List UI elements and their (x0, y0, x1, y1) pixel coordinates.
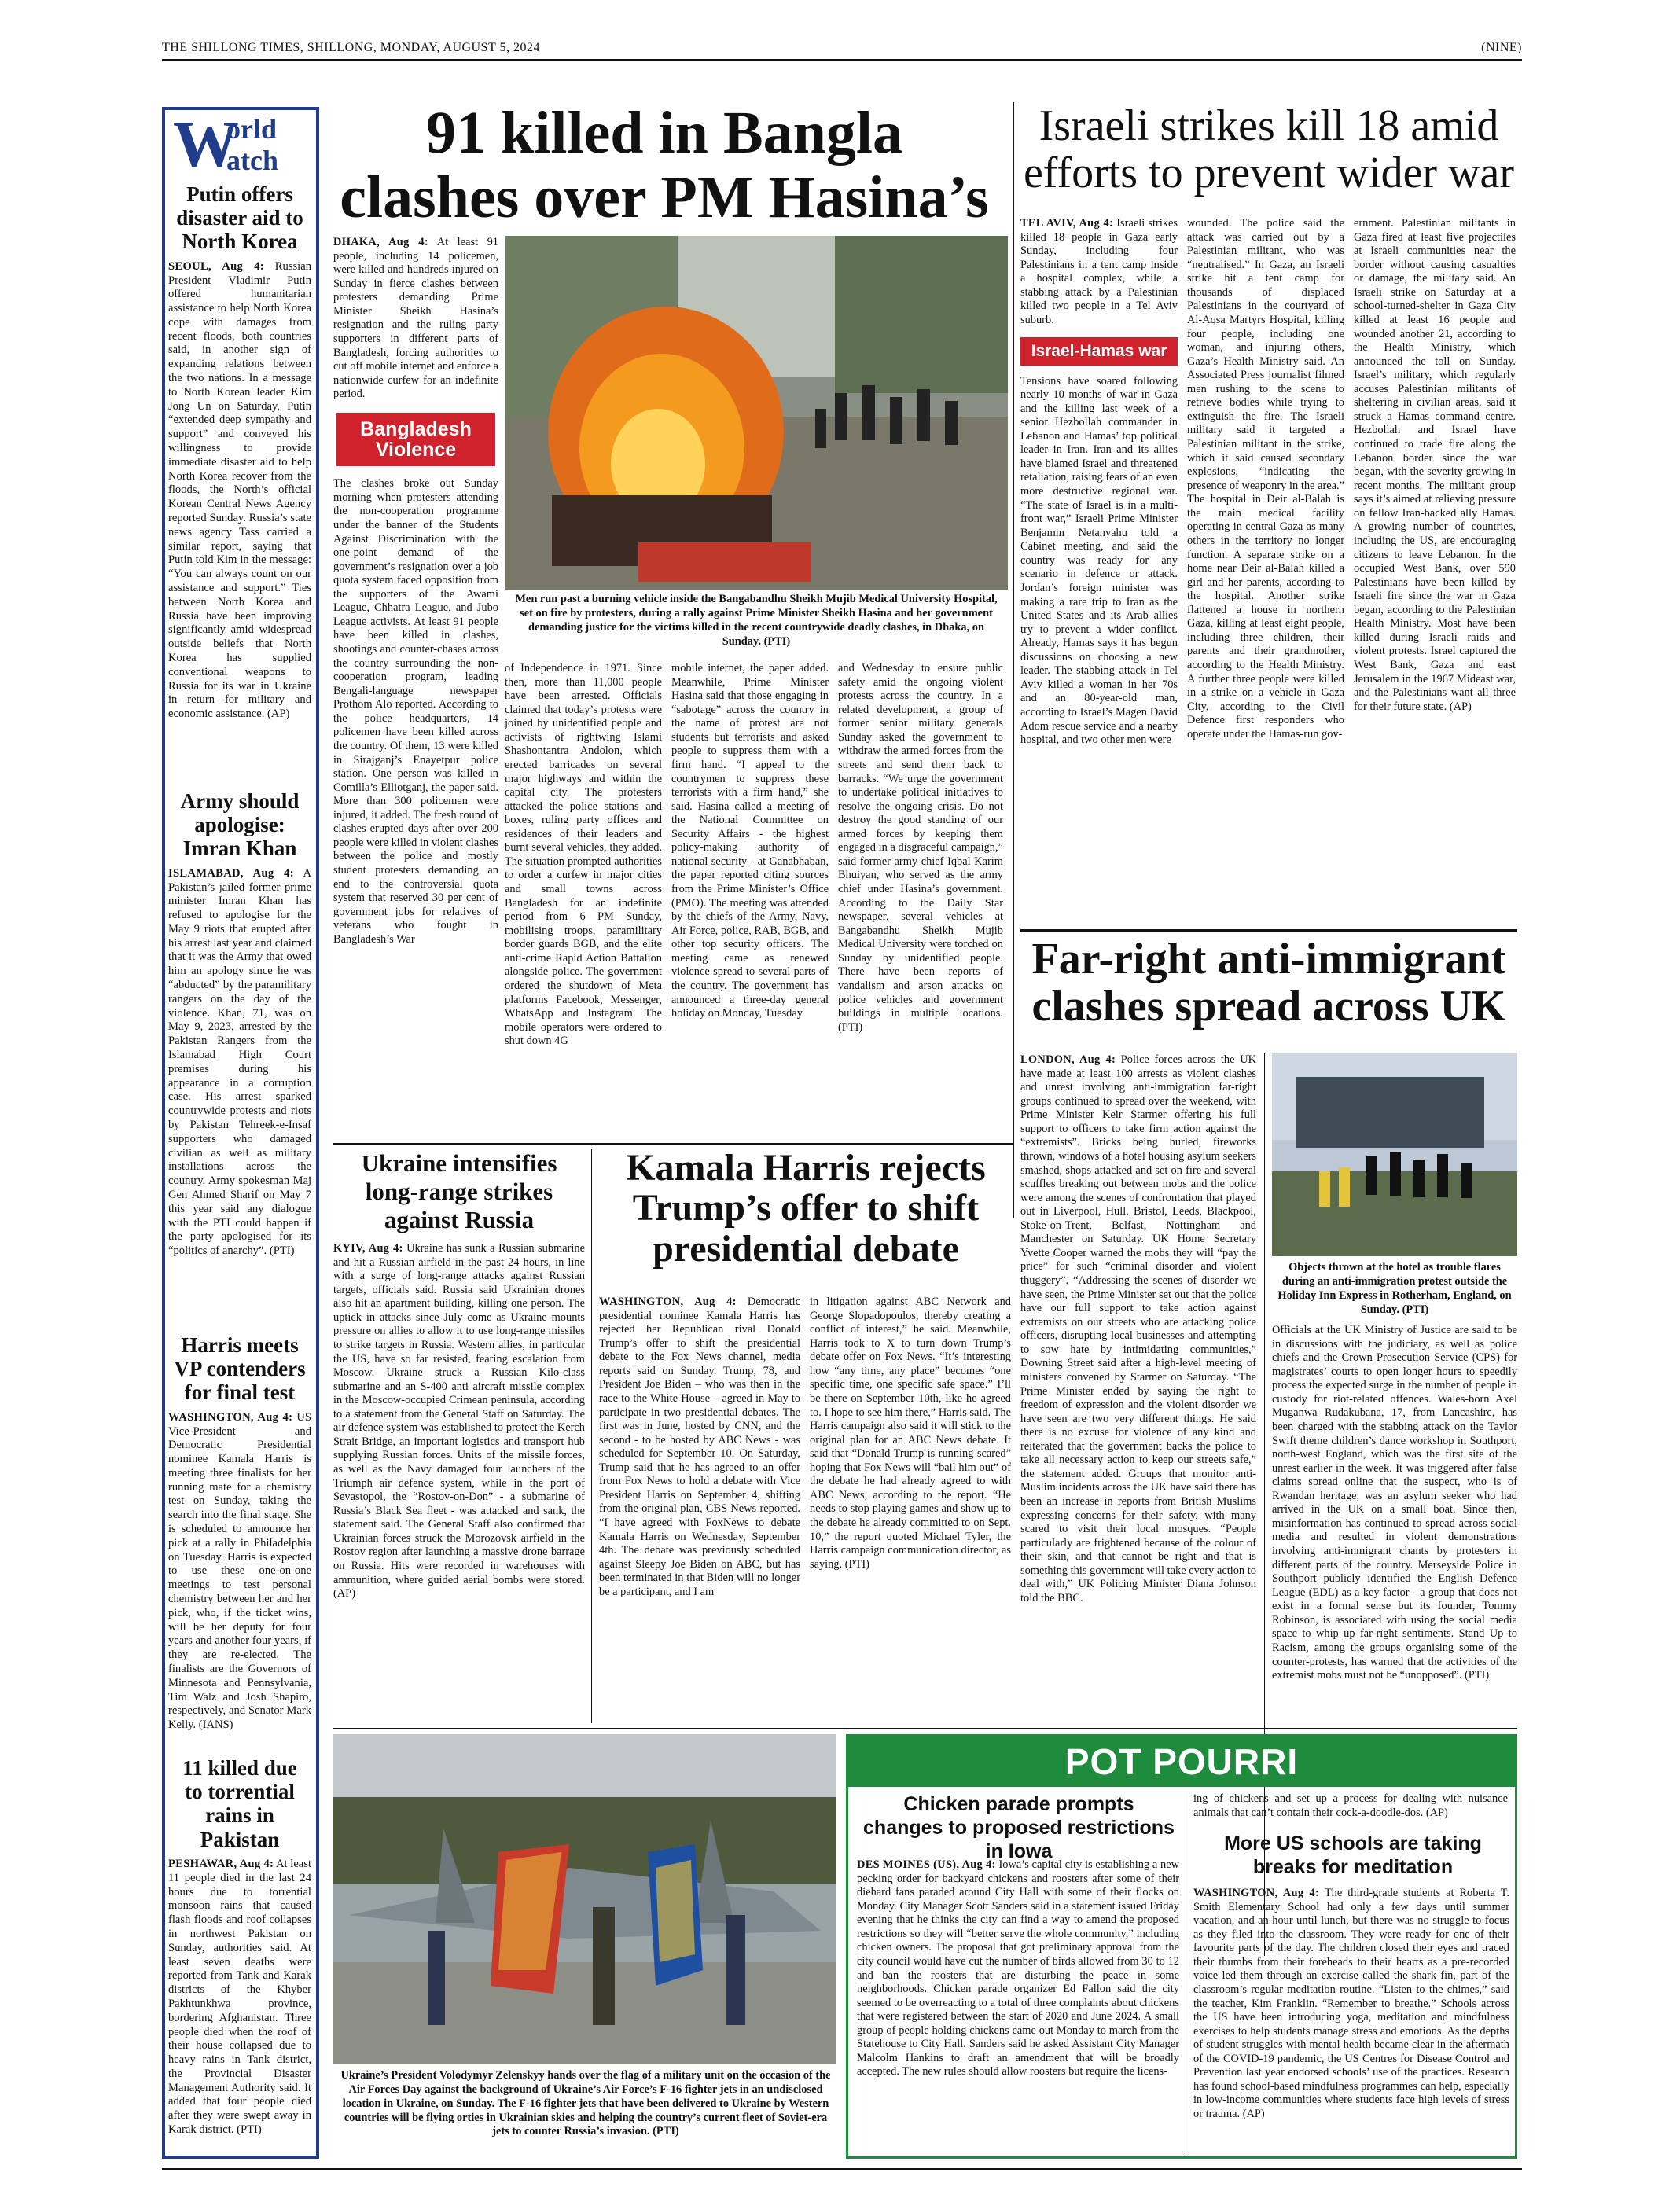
pot-pourri-banner: POT POURRI (848, 1737, 1515, 1787)
pp-meditation-col (1193, 1887, 1509, 2154)
page-bottom-rule (162, 2168, 1522, 2170)
israel-col2 (1187, 217, 1344, 924)
israel-dateline: TEL AVIV, Aug 4: (1020, 217, 1114, 230)
ww-body-imran (168, 867, 311, 1259)
harris-headline: Kamala Harris rejects Trump’s offer to shift presidential debate (626, 1147, 986, 1270)
zelensky-photo-caption: Ukraine’s President Volodymyr Zelenskyy hands over the flag of a military unit on the occasion of the Air Forces Day against the background of Ukraine’s Air Force’s F-16 fighter jets in an undisclosed location in Ukraine, on Sunday. The F-16 fighter jets that have been delivered to Ukraine by Western countries will be flying orties in Ukrainian skies and helping the country’s current fleet of Soviet-era jets to counter Russia’s invasion. (PTI) (340, 2069, 831, 2138)
ww-story-putin (168, 182, 311, 785)
ww-headline-putin: Putin offers disaster aid to North Korea (176, 182, 303, 254)
pp-chicken-text: Iowa’s capital city is establishing a new pecking order for backyard chickens and roosters after some of their diehard fans paraded around City Hall with some of their flocks on Monday. City Manager Scott Sanders said in a statement issued Friday evening that he thinks the city can find a way to amend the proposed restrictions so they will “better serve the whole community,” including chicken owners. The proposal that got preliminary approval from the city council would have cut the number of birds allowed from 30 to 12 and ban the roosters that are disturbing the peace in some neighborhoods. Chicken parade organizer Ed Fallon said the city seemed to be overreacting to a total of three complaints about chickens that were registered between the start of 2020 and June 2024. A small group of people holding chickens came out Monday to march from the Statehouse to City Hall. Sanders said he asked Assistant City Manager Malcolm Hankins to draft an amendment that will be broadly accepted. The new rules should allow roosters but require the licens- (857, 1858, 1179, 2079)
ww-story-imran (168, 789, 311, 1329)
bangla-lead (333, 236, 498, 402)
ww-headline-pakistan-rains: 11 killed due to torrential rains in Pakistan (182, 1756, 297, 1851)
riot-scene-photo (1272, 1053, 1517, 1256)
running-head (162, 35, 1522, 61)
uk-dateline: LONDON, Aug 4: (1020, 1053, 1116, 1066)
bangla-col4-text: and Wednesday to ensure public safety amid the ongoing violent protests across the country. In a related development, a group of former senior military generals Sunday asked the government to withdraw the armed forces from the streets and send them back to barracks. “We urge the government to undertake political initiatives to resolve the ongoing crisis. Do not destroy the good standing of our armed forces by keeping them engaged in a disgraceful campaign,” said former army chief Iqbal Karim Bhuiyan, who served as the army chief under Hasina’s government. According to the Daily Star newspaper, several vehicles at Bangabandhu Sheikh Mujib Medical University were torched on Sunday by unidentified people. There have been reports of vandalism and arson attacks on police vehicles and government buildings in multiple locations. (PTI) (838, 662, 1003, 1034)
ww-dateline-putin: SEOUL, Aug 4: (168, 259, 264, 273)
ukraine-headline: Ukraine intensifies long-range strikes against Russia (361, 1149, 557, 1233)
uk-photo (1272, 1053, 1517, 1256)
world-watch-logo-bottom: atch (226, 145, 278, 176)
israel-lead-text: Israeli strikes killed 18 people in Gaza early Sunday, including four Palestinians in a tent camp inside a hospital complex, while a stabbing attack by a Palestinian killed two people in a Tel Aviv suburb. (1020, 217, 1178, 326)
uk-col1-body (1020, 1053, 1256, 1606)
pp-meditation-body (1193, 1887, 1509, 2122)
ww-story-harris-vp (168, 1333, 311, 1750)
world-watch-logo-w: W (173, 108, 239, 181)
harris-col1 (599, 1296, 800, 1726)
harris-col2-text: in litigation against ABC Network and George Slopadopoulos, thereby creating a conflict of interest,” he said. Meanwhile, Harris took to X to turn down Trump’s debate offer on Fox News. “It’s interesting how “any time, any place” becomes “one specific time, one specific safe space.” I’ll be there on September 10th, like he agreed to. I hope to see him there,” Harris said. The Harris campaign also said it will stick to the original plan for an ABC News debate. It said that “Donald Trump is running scared” hoping that Fox News will “bail him out” of the debate he had already agreed to with ABC News, according to the report. “He needs to stop playing games and show up to the debate he already committed to on Sept. 10,” the report quoted Michael Tyler, the Harris campaign communication director, as saying. (PTI) (810, 1296, 1011, 1571)
ukraine-col (333, 1242, 585, 1726)
ww-dateline-imran: ISLAMABAD, Aug 4: (168, 866, 294, 880)
zelensky-flag-ceremony-photo (333, 1734, 836, 2064)
ww-text-putin: Russian President Vladimir Putin offered humanitarian assistance to help North Korea cope with damages from recent floods, both countries said, in another sign of expanding relations between the two nations. In a message to North Korean leader Kim Jong Un on Saturday, Putin “extended deep sympathy and support” and conveyed his willingness to provide immediate disaster aid to help North Korea recover from the floods, the North’s official Korean Central News Agency reported Sunday. Russia’s state news agency Tass carried a similar report, saying that Putin told Kim in the message: “You can always count on our assistance and support.” Ties between North Korea and Russia have been improving significantly amid widespread outside beliefs that North Korea has supplied conventional weapons to Russia for its war in Ukraine in return for military and economic assistance. (AP) (168, 259, 311, 721)
uk-headline: Far-right anti-immigrant clashes spread across UK (1031, 935, 1506, 1031)
bangla-photo-caption: Men run past a burning vehicle inside the Bangabandhu Sheikh Mujib Medical University Hospital, set on fire by protesters, during a rally against Prime Minister Sheikh Hasina and her government demanding justice for the victims killed in the recent countrywide deadly clashes, in Dhaka, on Sunday. (PTI) (515, 593, 998, 648)
pp-chicken-body (857, 1858, 1179, 2079)
ww-body-pakistan-rains (168, 1858, 311, 2137)
burning-vehicle-photo (505, 236, 1008, 590)
israel-lead (1020, 217, 1178, 328)
ww-text-harris-vp: US Vice-President and Democratic Presidential nominee Kamala Harris is meeting three finalists for her running mate for a chemistry test on Sunday, taking the search into the final stage. She is scheduled to announce her pick at a rally in Philadelphia on Tuesday. Harris is expected to use these one-on-one meetings to test personal chemistry between her and her pick, who, if the ticket wins, will be her deputy for four years and another four years, if they are re-elected. The finalists are the Governors of Minnesota and Pennsylvania, Tim Walz and Josh Shapiro, respectively, and Senator Mark Kelly. (IANS) (168, 1410, 311, 1732)
uk-photo-caption: Objects thrown at the hotel as trouble flares during an anti-immigration protest outside the Holiday Inn Express in Rotherham, England, on Sunday. (PTI) (1277, 1261, 1512, 1316)
lower-divider (333, 1728, 1517, 1729)
bangla-dateline: DHAKA, Aug 4: (333, 236, 428, 248)
ukraine-harris-divider (591, 1149, 592, 1723)
zelensky-photo (333, 1734, 836, 2064)
pp-chicken-continuation (1193, 1792, 1508, 1827)
bangla-col1 (333, 236, 498, 1218)
harris-col2 (810, 1296, 1011, 1726)
ww-headline-harris-vp: Harris meets VP contenders for final test (174, 1333, 306, 1405)
bangla-col3-text: mobile internet, the paper added. Meanwhile, Prime Minister Hasina said that those engaging in “sabotage” across the country in the name of protest are not students but terrorists and asked people to suppress them with a firm hand. “I appeal to the countrymen to suppress these terrorists with a firm hand,” she said. Hasina called a meeting of the National Committee on Security Affairs - the highest policy-making authority of national security - at Ganabhaban, the paper reported citing sources from the Prime Minister’s Office (PMO). The meeting was attended by the chiefs of the Army, Navy, Air Force, police, RAB, BGB, and other top security officers. The meeting came as renewed violence spread to several parts of the country. The government has announced a three-day general holiday on Monday, Tuesday (671, 662, 829, 1020)
israel-headline: Israeli strikes kill 18 amid efforts to prevent wider war (1023, 101, 1515, 198)
bangla-col3 (671, 662, 829, 1218)
world-watch-logo (171, 108, 311, 181)
bangla-lead-text: At least 91 people, including 14 policemen, were killed and hundreds injured on Sunday in fierce clashes between protesters demanding Prime Minister Sheikh Hasina’s resignation and the ruling party supporters in different parts of Bangladesh, forcing authorities to cut off mobile internet and enforce a nationwide curfew for an indefinite period. (333, 236, 498, 401)
harris-col1-body (599, 1296, 800, 1599)
harris-col1-text: Democratic presidential nominee Kamala Harris has rejected her Republican rival Donald Trump’s offer to shift the presidential debate to the Fox News channel, media reports said on Sunday. Trump, 78, and President Joe Biden – who was then in the race to the White House – agreed in May to participate in two presidential debates. The first was in June, hosted by CNN, and the second - to be hosted by ABC News - was scheduled for September 10. On Saturday, Trump said that he has agreed to an offer from Fox News to hold a debate with Vice President Harris on September 4, shifting from the original plan, CBS News reported. “I have agreed with FoxNews to debate Kamala Harris on Wednesday, September 4th. The debate was previously scheduled against Sleepy Joe Biden on ABC, but has been terminated in that Biden will no longer be a participant, and I am (599, 1296, 800, 1598)
ukraine-dateline: KYIV, Aug 4: (333, 1242, 403, 1255)
ww-story-pakistan-rains (168, 1756, 311, 2152)
israel-col3 (1354, 217, 1516, 924)
bangla-bottom-divider (333, 1143, 1014, 1145)
ww-dateline-pakistan-rains: PESHAWAR, Aug 4: (168, 1857, 274, 1870)
bangla-col4 (838, 662, 1003, 1218)
uk-col2-text: Officials at the UK Ministry of Justice are said to be in discussions with the judiciary, as well as police chiefs and the Crown Prosecution Service (CPS) for magistrates’ courts to open longer hours to speedily process the expected surge in the number of people in custody for riot-related offences. Wales-born Axel Muganwa Rudakubana, 17, from Lancashire, has been charged with the stabbing attack on the Taylor Swift theme children’s dance workshop in Southport, north-west England, which was the first site of the unrest earlier in the week. It was triggered after false claims spread online that the suspect, who is of Rwandan heritage, was an asylum seeker who had arrived in the UK on a small boat. Since then, misinformation has continued to spread across social media and resulted in violent demonstrations involving anti-immigrant chants by protesters in different parts of the country. Merseyside Police in Southport publicly identified the English Defence League (EDL) as a key factor - a group that does not exist in a formal sense but its founder, Tommy Robinson, is associated with using the social media space to whip up far-right sentiments. Stand Up to Racism, among the groups organising some of the counter-protests, has warned that the activities of the extremist mobs must not be “unopposed”. (PTI) (1272, 1324, 1517, 1682)
israel-col1 (1020, 217, 1178, 924)
israel-tag: Israel-Hamas war (1020, 337, 1178, 366)
israel-col2-text: wounded. The police said the attack was carried out by a Palestinian militant, who was “neutralised.” In Gaza, an Israeli strike hit a tent camp for thousands of displaced Palestinians in the courtyard of Al-Aqsa Martyrs Hospital, killing four people, including one woman, and injuring others, Gaza’s Health Ministry said. An Associated Press journalist filmed men rushing to the scene to retrieve bodies while trying to extinguish the fire. The Israeli military said it targeted a Palestinian militant in the strike, which it said caused secondary explosions, “indicating the presence of weaponry in the area.” The hospital in Deir al-Balah is the main medical facility operating in central Gaza as many others in the territory no longer function. A separate strike on a home near Deir al-Balah killed a girl and her parents, according to the hospital. Another strike flattened a house in northern Gaza, killing at least eight people, including three children, their parents and their grandmother, according to the Health Ministry. A further three people were killed in a strike on a vehicle in Gaza City, according to the Civil Defence first responders who operate under the Hamas-run gov- (1187, 217, 1344, 741)
harris-dateline: WASHINGTON, Aug 4: (599, 1296, 737, 1308)
israel-col3-text: ernment. Palestinian militants in Gaza fired at least five projectiles at Israeli communities near the border without causing casualties or damage, the military said. An Israeli strike on Saturday at a school-turned-shelter in Gaza City killed at least 16 people and wounded another 21, according to the Health Ministry, which announced the toll on Sunday. Israel’s military, which regularly accuses Palestinian militants of sheltering in civilian areas, said it struck a Hamas command centre. Hezbollah and Israel have continued to trade fire along the Lebanon border since the war began, with the severity growing in recent months. The militant group says it’s aimed at relieving pressure on fellow Iran-backed ally Hamas. A growing number of countries, including the US, are encouraging citizens to leave Lebanon. In the occupied West Bank, over 590 Palestinians have been killed by Israeli fire since the war in Gaza began, according to the Palestinian Health Ministry. Most have been killed during Israeli raids and violent protests. Israel captured the West Bank, Gaza and east Jerusalem in the 1967 Mideast war, and the Palestinians want all three for their future state. (AP) (1354, 217, 1516, 713)
israel-uk-divider (1020, 929, 1517, 932)
uk-col1-text: Police forces across the UK have made at least 100 arrests as violent clashes and unrest involving anti-immigration far-right groups continued to spread over the weekend, with Prime Minister Keir Starmer offering his full support to officers to take firm action against the “extremists”. Bricks being hurled, fireworks thrown, windows of a hotel housing asylum seekers smashed, shops attacked and set on fire and several scuffles breaking out between mobs and the police were among the scenes of confrontation that played out in Liverpool, Hull, Bristol, Leeds, Blackpool, Stoke-on-Trent, Belfast, Nottingham and Manchester on Saturday. UK Home Secretary Yvette Cooper warned the mobs they will “pay the price” for such “criminal disorder and violent thuggery”. “Addressing the scenes of disorder we have seen, the Prime Minister set out that the police have our full support to take action against extremists on our streets who are attacking police officers, disrupting local businesses and attempting to sow hate by intimidating communities,” Downing Street said after a high-level meeting of ministers convened by Starmer on Saturday. “The Prime Minister ended by saying the right to freedom of expression and the violent disorder we have seen are two very different things. He said there is no excuse for violence of any kind and reiterated that the government backs the police to take all necessary action to keep our streets safe,” the statement added. Groups that monitor anti-Muslim incidents across the UK have said there has been an increase in reports from British Muslims expressing concerns for their safety, with many scared to visit their local mosques. “People particularly are frightened because of the colour of their skin, and that cannot be right and that is something this government will take every action to deal with,” UK Policing Minister Diana Johnson told the BBC. (1020, 1053, 1256, 1604)
bangla-col2-text: of Independence in 1971. Since then, more than 11,000 people have been arrested. Officials claimed that today’s protests were joined by unidentified people and activists of rightwing Islami Shashontantra Andolon, which erected barricades on several major highways and within the capital city. The protesters attacked the police stations and boxes, ruling party offices and residences of their leaders and burnt several vehicles, they added. The situation prompted authorities to order a curfew in major cities and small towns across Bangladesh for an indefinite period from 6 PM Sunday, mobilising troops, paramilitary border guards BGB, and the elite anti-crime Rapid Action Battalion alongside police. The government ordered the shutdown of Meta platforms Facebook, Messenger, WhatsApp and Instagram. The mobile operators were ordered to shut down 4G (505, 662, 662, 1048)
ww-text-imran: A Pakistan’s jailed former prime minister Imran Khan has refused to apologise for the May 9 riots that erupted after his arrest last year and claimed that it was the Army that owed him an apology since he was “abducted” by the paramilitary rangers on the day of the violence. Khan, 71, was on May 9, 2023, arrested by the Pakistan Rangers from the Islamabad High Court premises during his appearance in a corruption case. His arrest sparked countrywide protests and riots by Pakistan Tehreek-e-Insaf supporters who damaged civilian as well as military installations across the country. Army spokesman Maj Gen Ahmed Sharif on May 7 this year said any dialogue with the PTI could happen if the party apologised for its “politics of anarchy”. (PTI) (168, 866, 311, 1258)
pp-meditation-text: The third-grade students at Roberta T. Smith Elementary School had only a few days until summer vacation, and an hour until lunch, but there was no struggle to focus as they filed into the classroom. They were ready for one of their favourite parts of the day. The children closed their eyes and traced their thumbs from their foreheads to their hearts as a pre-recorded voice led them through an exercise called the shark fin, part of the classroom’s regular meditation routine. “Listen to the chimes,” said the teacher, Kim Franklin. “Remember to breathe.” Schools across the US have been introducing yoga, meditation and mindfulness exercises to help students manage stress and emotions. As the depths of student struggles with mental health became clear in the aftermath of the COVID-19 pandemic, the US Centres for Disease Control and Prevention last year endorsed schools’ use of the practices. Research has found school-based mindfulness programmes can help, especially in low-income communities where students face high levels of stress or trauma. (AP) (1193, 1887, 1509, 2120)
running-head-left: THE SHILLONG TIMES, SHILLONG, MONDAY, AUGUST 5, 2024 (162, 41, 540, 54)
column-divider-main (1013, 102, 1014, 1218)
ukraine-body (333, 1242, 585, 1601)
pp-meditation-dateline: WASHINGTON, Aug 4: (1193, 1887, 1320, 1899)
pp-chicken-dateline: DES MOINES (US), Aug 4: (857, 1858, 996, 1871)
ww-text-pakistan-rains: At least 11 people died in the last 24 hours due to torrential monsoon rains that caused flash floods and roof collapses in northwest Pakistan on Sunday, authorities said. At least seven deaths were reported from Tank and Karak districts of the Khyber Pakhtunkhwa province, bordering Afghanistan. Three people died when the roof of their house collapsed due to heavy rains in Tank district, the Provincial Disaster Management Authority said. It added that four people died after they were swept away in Karak district. (PTI) (168, 1857, 311, 2137)
bangla-col2 (505, 662, 662, 1218)
pp-chicken-col (857, 1858, 1179, 2154)
world-watch-logo-top: orld (226, 113, 278, 145)
bangla-photo (505, 236, 1008, 590)
ukraine-text: Ukraine has sunk a Russian submarine and hit a Russian airfield in the past 24 hours, in line with a surge of long-range attacks against Russian targets, officials said. Russia said Ukrainian drones also hit an apartment building, killing one person. The uptick in attacks since July come as Ukraine mounts pressure on allies to allow it to use long-range missiles to strike targets in Russia. Western allies, in particular the US, have so far resisted, fearing escalation from Moscow. Ukraine struck a Russian Kilo-class submarine and an S-400 anti aircraft missile complex in the Moscow-occupied Crimean peninsula, according to a statement from the General Staff on Saturday. The air defence system was established to protect the Kerch Strait Bridge, an important logistics and transport hub supplying Russian forces. Units of the missile forces, as well as the Navy damaged four launchers of the Triumph air defence system, while in the port of Sevastopol, the “Rostov-on-Don” - a submarine of Russia’s Black Sea fleet - was attacked and sank, the statement said. The General Staff also confirmed that Ukrainian forces struck the Morozovsk airfield in the Rostov region after launching a massive drone barrage on Russia. Hits were recorded in warehouses with ammunition, where guided aerial bombs were stored. (AP) (333, 1242, 585, 1601)
israel-col1-text: Tensions have soared following nearly 10 months of war in Gaza and the killing last week of a senior Hezbollah commander in Lebanon and Hamas’ top political leader in Iran. Iran and its allies have blamed Israel and threatened retaliation, raising fears of an even more destructive regional war. “The state of Israel is in a multi-front war,” Israeli Prime Minister Benjamin Netanyahu told a Cabinet meeting, and said the country was ready for any scenario in defence or attack. Jordan’s foreign minister was making a rare trip to Iran as the United States and its Arab allies try to prevent a wider conflict. Already, Hamas says it has begun discussions on choosing a new leader. The stabbing attack in Tel Aviv killed a woman in her 70s and an 80-year-old man, according to Israel’s Magen David Adom rescue service and a nearby hospital, and two other men were (1020, 374, 1178, 747)
page-number: (NINE) (1481, 41, 1522, 54)
ww-headline-imran: Army should apologise: Imran Khan (180, 789, 300, 861)
bangla-col1-text: The clashes broke out Sunday morning when protesters attending the non-cooperation programme under the banner of the Students Against Discrimination with the one-point demand of the government’s resignation over a job quota system faced opposition from the supporters of the Awami League, Chhatra League, and Jubo League activists. At least 91 people have been killed in clashes, shootings and counter-chases across the country surrounding the non-cooperation program, leading Bengali-language newspaper Prothom Alo reported. According to the police headquarters, 14 policemen have been killed across the country. Of them, 13 were killed in Sirajganj’s Enayetpur police station. One person was killed in Comilla’s Elliotganj, the paper said. More than 300 policemen were injured, it added. The fresh round of clashes erupted days after over 200 people were killed in violent clashes between the police and mostly student protesters demanding an end to the controversial quota system that reserved 30 per cent of government jobs for relatives of veterans who fought in Bangladesh’s War (333, 477, 498, 946)
bangla-tag: Bangladesh Violence (336, 413, 495, 467)
pp-chicken-continuation-text: ing of chickens and set up a process for dealing with nuisance animals that can’t contain their cock-a-doodle-dos. (AP) (1193, 1792, 1508, 1819)
ww-body-harris-vp (168, 1411, 311, 1733)
pp-chicken-headline: Chicken parade prompts changes to proposed restrictions in Iowa (863, 1793, 1175, 1862)
pp-meditation-headline: More US schools are taking breaks for meditation (1224, 1832, 1482, 1878)
ww-body-putin (168, 260, 311, 722)
bangla-headline: 91 killed in Bangla clashes over PM Hasina’s (340, 100, 989, 231)
ww-dateline-harris-vp: WASHINGTON, Aug 4: (168, 1410, 293, 1424)
